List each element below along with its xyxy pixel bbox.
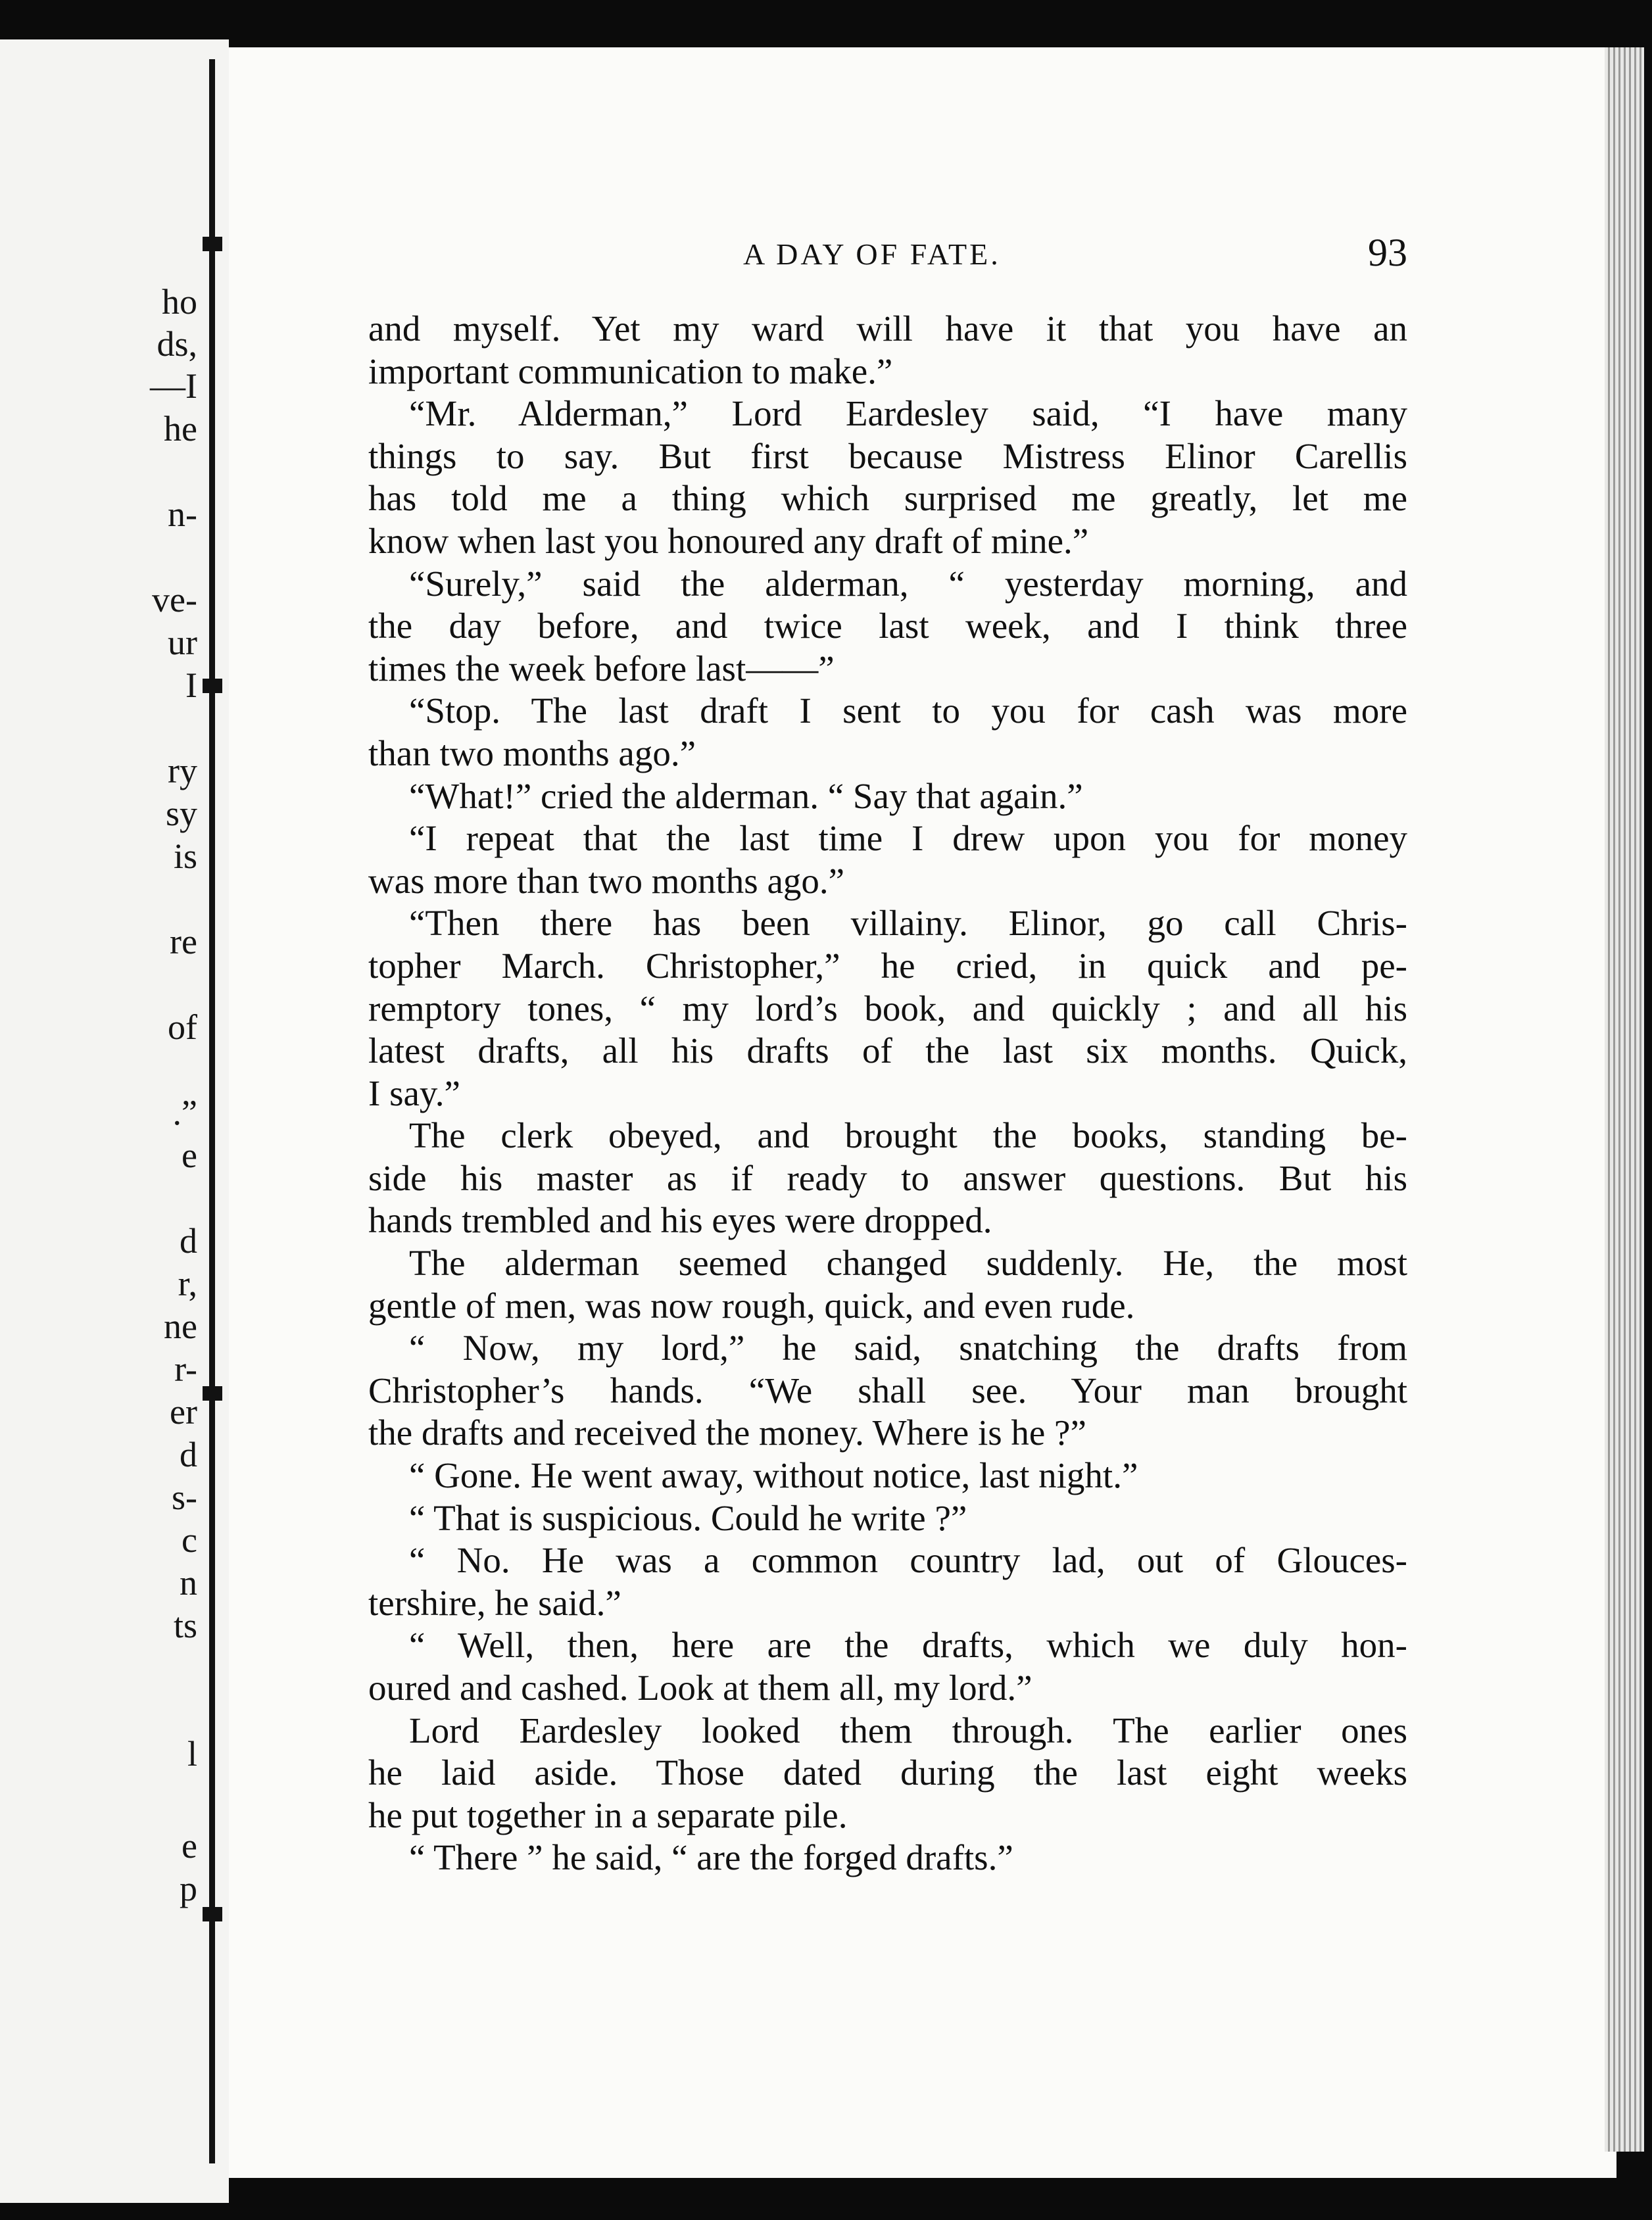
left-fragment: d [180,1221,197,1261]
text-line: “ That is suspicious. Could he write ?” [409,1497,967,1538]
left-fragment: .” [172,1093,197,1132]
text-line: Lord Eardesley looked them through. The earlier ones [409,1710,1407,1750]
left-fragment: is [173,836,197,876]
text-line: remptory tones, “ my lord’s book, and quickly ; and all his [368,988,1407,1028]
left-fragment: he [164,409,197,448]
text-line: topher March. Christopher,” he cried, in quick and pe- [368,945,1407,986]
running-head: A DAY OF FATE. [743,237,1001,271]
binding-stitch [203,679,222,693]
text-line: “Then there has been villainy. Elinor, go call Chris- [409,903,1407,944]
binding-thread [209,59,215,2163]
left-fragment: ve- [152,580,197,619]
left-fragment: ne [164,1307,197,1346]
text-line: he laid aside. Those dated during the last eight weeks [368,1752,1407,1793]
left-fragment: —I [150,366,197,406]
text-line: “Surely,” said the alderman, “ yesterday morning, and [409,563,1407,604]
text-line: was more than two months ago.” [368,860,845,901]
left-fragment: r- [174,1349,197,1389]
text-line: “ Gone. He went away, without notice, last night.” [409,1455,1138,1496]
binding-stitch [203,1907,222,1921]
text-line: know when last you honoured any draft of mine.” [368,520,1089,561]
text-line: tershire, he said.” [368,1582,621,1623]
text-line: gentle of men, was now rough, quick, and even rude. [368,1285,1135,1326]
text-line: “ Well, then, here are the drafts, which we duly hon- [409,1625,1407,1666]
left-fragment: l [187,1734,197,1774]
text-line: “Mr. Alderman,” Lord Eardesley said, “I have many [409,393,1407,434]
left-fragment: n- [168,495,197,534]
page-number: 93 [1368,231,1407,274]
left-fragment: e [182,1136,197,1175]
page-header [368,230,1407,276]
body-text [368,308,1407,1879]
text-line: the drafts and received the money. Where is he ?” [368,1412,1086,1453]
text-line: and myself. Yet my ward will have it that you have an [368,308,1407,349]
text-line: Christopher’s hands. “We shall see. Your man brought [368,1370,1407,1411]
left-fragment: ts [173,1606,197,1645]
text-line: has told me a thing which surprised me greatly, let me [368,478,1407,519]
left-fragment: er [170,1392,197,1432]
text-line: he put together in a separate pile. [368,1795,848,1835]
left-fragment: ry [168,751,197,790]
page-edges [1605,47,1644,2152]
text-line: “ Now, my lord,” he said, snatching the drafts from [409,1328,1407,1368]
text-line: I say.” [368,1073,460,1113]
binding-stitch [203,1386,222,1401]
text-line: important communication to make.” [368,350,893,391]
left-fragment: e [182,1826,197,1866]
left-fragment: d [180,1435,197,1474]
text-line: hands trembled and his eyes were dropped. [368,1200,992,1241]
text-line: than two months ago.” [368,733,696,773]
text-line: side his master as if ready to answer questions. But his [368,1157,1407,1198]
left-fragment: ds, [157,324,197,364]
left-fragment: p [180,1869,197,1908]
left-fragment: n [180,1563,197,1603]
left-fragment: of [168,1007,197,1047]
left-fragment: c [182,1520,197,1560]
text-line: “Stop. The last draft I sent to you for cash was more [409,690,1407,731]
text-line: The clerk obeyed, and brought the books, standing be- [409,1115,1407,1156]
left-fragment: I [185,665,197,705]
text-line: “What!” cried the alderman. “ Say that again.” [409,775,1083,816]
left-fragment: s- [172,1478,197,1517]
binding-stitch [203,237,222,251]
left-fragment: sy [165,794,197,833]
left-fragment: re [170,922,197,961]
left-fragment: ho [162,282,197,322]
text-line: The alderman seemed changed suddenly. He, the most [409,1243,1407,1284]
text-line: oured and cashed. Look at them all, my lord.” [368,1668,1032,1708]
text-line: “ No. He was a common country lad, out of Glouces- [409,1540,1407,1581]
text-line: “I repeat that the last time I drew upon you for money [409,818,1407,859]
left-page [0,39,197,2203]
left-fragment: r, [178,1264,197,1303]
text-line: “ There ” he said, “ are the forged drafts.” [409,1837,1013,1878]
text-line: latest drafts, all his drafts of the last six months. Quick, [368,1030,1407,1071]
text-line: the day before, and twice last week, and I think three [368,606,1407,646]
left-fragment: ur [168,623,197,662]
text-line: times the week before last——” [368,648,835,688]
text-line: things to say. But first because Mistress Elinor Carellis [368,435,1407,476]
